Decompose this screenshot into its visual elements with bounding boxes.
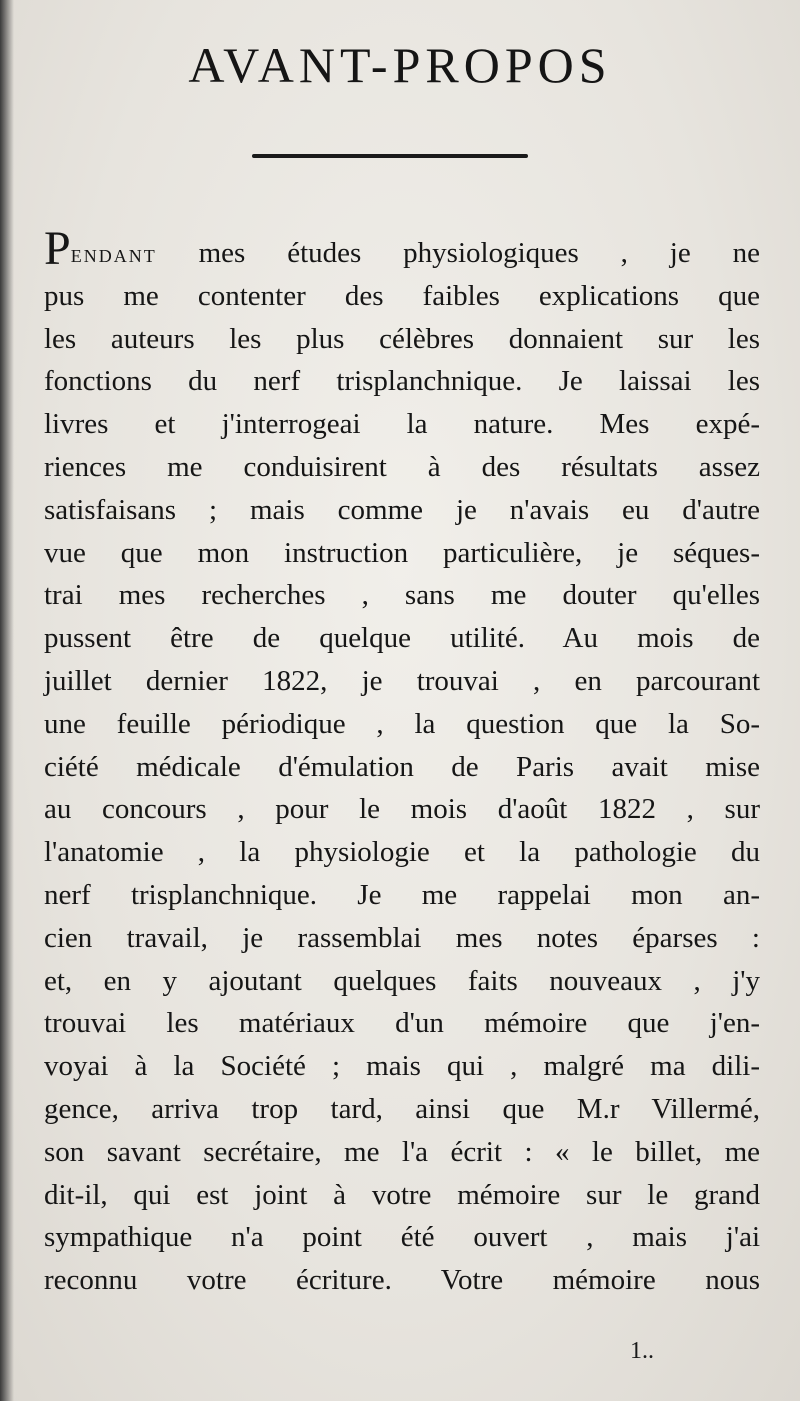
page-edge-shadow xyxy=(0,0,14,1401)
text-line-19: trouvai les matériaux d'un mémoire que j'en- xyxy=(44,1007,760,1040)
text-line-1 xyxy=(44,222,760,275)
text-line-9: trai mes recherches , sans me douter qu'elles xyxy=(44,579,760,612)
text-line-1-rest: mes études physiologiques , je ne xyxy=(156,237,760,269)
text-line-15: l'anatomie , la physiologie et la pathologie du xyxy=(44,836,760,869)
text-line-16: nerf trisplanchnique. Je me rappelai mon an- xyxy=(44,878,760,911)
text-line-12: une feuille périodique , la question que la So- xyxy=(44,707,760,740)
text-line-11: juillet dernier 1822, je trouvai , en parcourant xyxy=(44,664,760,697)
text-line-20: voyai à la Société ; mais qui , malgré ma dili- xyxy=(44,1050,760,1083)
text-line-4: fonctions du nerf trisplanchnique. Je laissai les xyxy=(44,365,760,398)
text-line-23: dit-il, qui est joint à votre mémoire sur le grand xyxy=(44,1178,760,1211)
text-line-5: livres et j'interrogeai la nature. Mes expé- xyxy=(44,408,760,441)
text-line-24: sympathique n'a point été ouvert , mais j'ai xyxy=(44,1221,760,1254)
text-line-6: riences me conduisirent à des résultats assez xyxy=(44,450,760,483)
page-number: 1.. xyxy=(630,1338,654,1364)
text-line-25: reconnu votre écriture. Votre mémoire nous xyxy=(44,1264,760,1297)
text-line-22: son savant secrétaire, me l'a écrit : « le billet, me xyxy=(44,1135,760,1168)
text-line-13: ciété médicale d'émulation de Paris avait mise xyxy=(44,750,760,783)
text-line-8: vue que mon instruction particulière, je séques- xyxy=(44,536,760,569)
text-line-21: gence, arriva trop tard, ainsi que M.r Villermé, xyxy=(44,1092,760,1125)
drop-cap: P xyxy=(44,222,71,275)
text-line-18: et, en y ajoutant quelques faits nouveaux , j'y xyxy=(44,964,760,997)
text-line-17: cien travail, je rassemblai mes notes éparses : xyxy=(44,921,760,954)
page-title: AVANT-PROPOS xyxy=(188,37,612,93)
text-line-7: satisfaisans ; mais comme je n'avais eu d'autre xyxy=(44,493,760,526)
title-rule xyxy=(252,154,528,158)
body-text xyxy=(44,222,760,1302)
text-line-14: au concours , pour le mois d'août 1822 , sur xyxy=(44,793,760,826)
text-line-2: pus me contenter des faibles explications que xyxy=(44,279,760,312)
text-line-3: les auteurs les plus célèbres donnaient sur les xyxy=(44,322,760,355)
text-line-10: pussent être de quelque utilité. Au mois de xyxy=(44,622,760,655)
first-word-rest: endant xyxy=(70,239,157,268)
